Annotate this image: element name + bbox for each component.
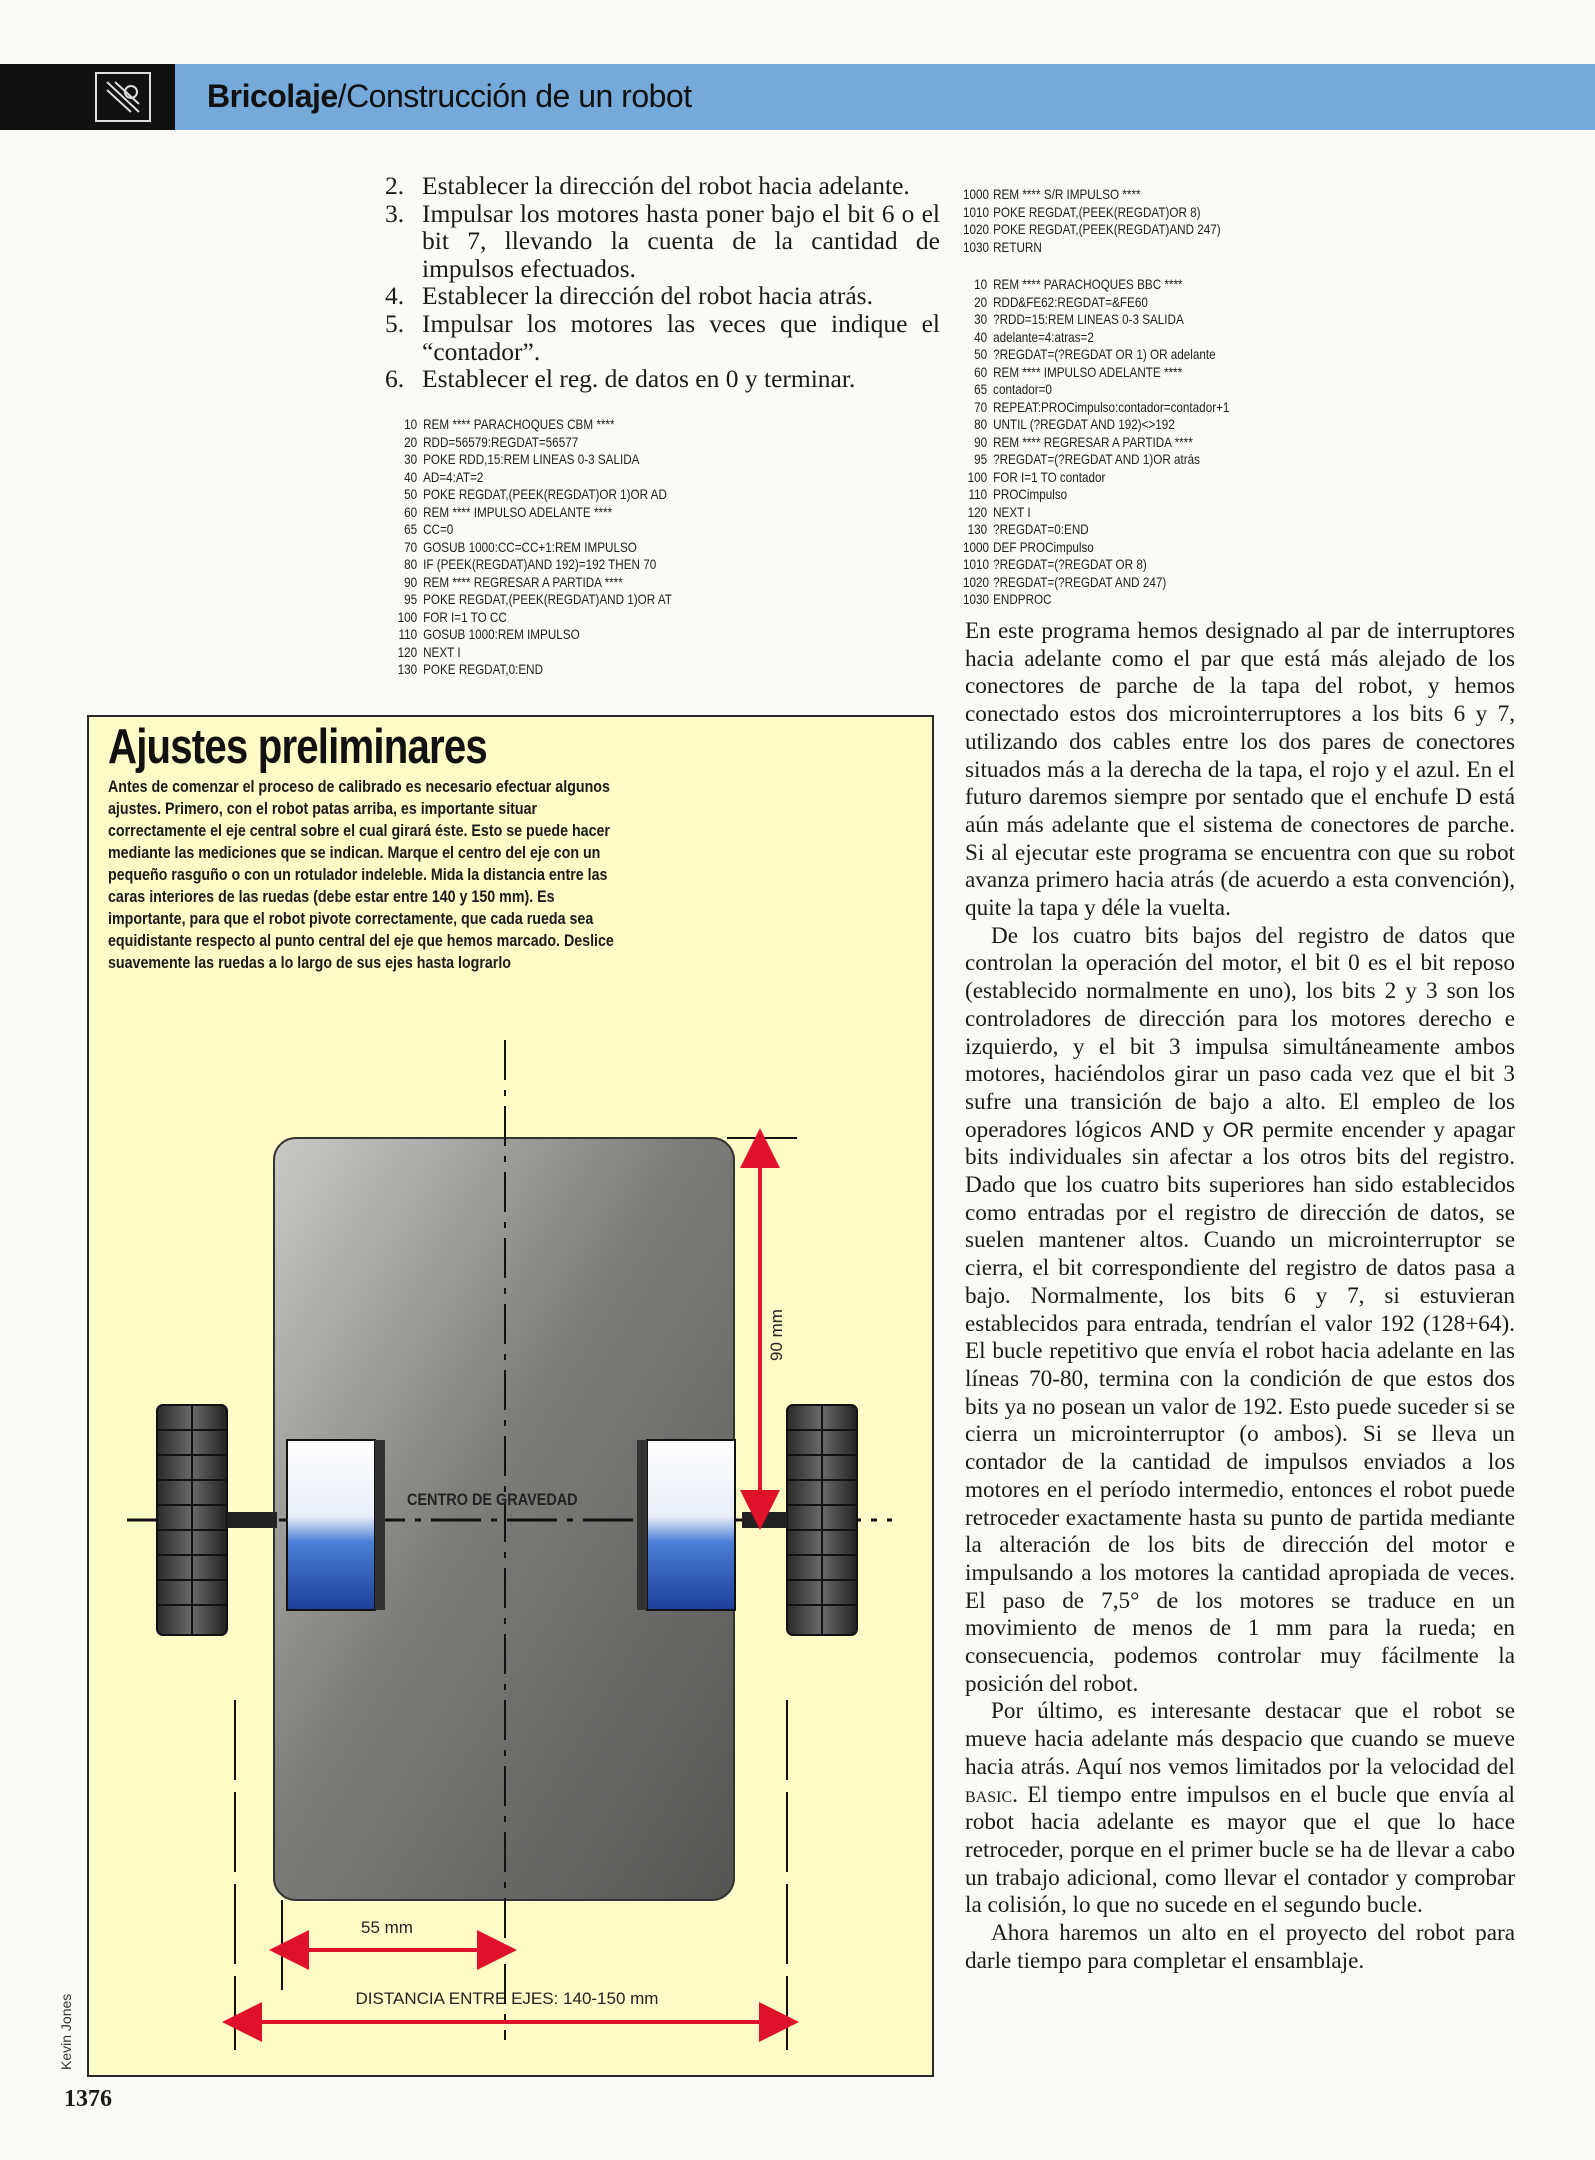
- code-text: POKE REGDAT,(PEEK(REGDAT)AND 247): [993, 222, 1221, 237]
- line-number: 65: [974, 382, 988, 397]
- code-text: REM **** PARACHOQUES BBC ****: [993, 277, 1183, 292]
- code-text: POKE REGDAT,0:END: [423, 662, 544, 677]
- code-text: adelante=4:atras=2: [993, 329, 1094, 345]
- step-text: Establecer la dirección del robot hacia atrás.: [422, 281, 873, 311]
- step-item: [385, 310, 940, 365]
- line-number: 1010: [963, 557, 990, 572]
- code-line: [393, 556, 672, 574]
- dim-90-label: 90 mm: [767, 1309, 786, 1361]
- line-number: 95: [404, 592, 418, 607]
- line-number: 20: [404, 434, 418, 450]
- code-text: ?REGDAT=(?REGDAT OR 8): [993, 557, 1147, 572]
- paragraph: [965, 923, 1515, 1699]
- body-text: [965, 618, 1515, 1975]
- step-number: 5.: [385, 308, 405, 338]
- code-text: contador=0: [993, 382, 1052, 397]
- dim-55-label: 55 mm: [361, 1918, 413, 1937]
- line-number: 110: [968, 487, 988, 502]
- code-line: [963, 434, 1229, 452]
- line-number: 1000: [963, 539, 990, 555]
- code-line: [393, 539, 672, 557]
- code-text: RDD=56579:REGDAT=56577: [423, 434, 579, 450]
- code-line: [963, 469, 1229, 487]
- step-item: [385, 200, 940, 283]
- code-line: [393, 574, 672, 592]
- code-line: [963, 504, 1229, 522]
- step-number: 3.: [385, 198, 405, 228]
- code-text: REM **** PARACHOQUES CBM ****: [423, 417, 615, 432]
- code-text: POKE REGDAT,(PEEK(REGDAT)AND 1)OR AT: [423, 592, 672, 607]
- code-line: [963, 574, 1229, 592]
- left-wheel: [157, 1405, 277, 1635]
- step-number: 2.: [385, 171, 405, 200]
- line-number: 70: [974, 399, 988, 415]
- numbered-steps: [385, 172, 940, 393]
- code-line: [393, 469, 672, 487]
- line-number: 50: [974, 347, 988, 362]
- line-number: 1030: [963, 592, 990, 607]
- code-line: [963, 294, 1229, 312]
- line-number: 20: [974, 294, 988, 310]
- code-line: [963, 364, 1229, 382]
- code-text: IF (PEEK(REGDAT)AND 192)=192 THEN 70: [423, 557, 657, 572]
- code-line: [393, 486, 672, 504]
- code-text: REM **** REGRESAR A PARTIDA ****: [993, 434, 1193, 450]
- line-number: 80: [974, 417, 988, 432]
- code-text: FOR I=1 TO CC: [423, 609, 507, 625]
- paragraph-text: De los cuatro bits bajos del registro de datos que controlan la operación del motor, el bit 0 es el bit reposo (establecido normalmente en uno), los bits 2 y 3 son los controladores de dirección para los motores derecho e izquierdo, y el bit 3 impulsa simultáneamente ambos motores, haciéndolos girar un paso cada vez que el bit 3 sufre una transición de bajo a alto. El empleo de los operadores lógicos: [965, 922, 1515, 1143]
- box-title: Ajustes preliminares: [108, 720, 487, 774]
- line-number: 10: [404, 417, 418, 432]
- paragraph-text: permite encender y apagar bits individuales sin afectar a los otros bits del registro. Dado que los cuatro bits superiores han sido establecidos como entradas por el registro de dirección de datos, se suelen mantener altos. Cuando un microinterruptor se cierra, el bit correspondiente del registro de datos pasa a bajo. Normalmente, los bits 6 y 7, si estuvieran establecidos para entrada, tendrían el valor 192 (128+64). El bucle repetitivo que envía el robot hacia adelante en las líneas 70-80, termina con la condición de que estos dos bits ya no posean un valor de 192. Esto puede suceder si se cierra un microinterruptor (o ambos). Si se lleva un contador de la cantidad de impulsos enviados a los motores en el período intermedio, entonces el robot puede retroceder exactamente hasta su punto de partida mediante la alteración de los bits de dirección del motor e impulsando a los motores la cantidad apropiada de veces. El paso de 7,5° de los motores se traduce en un movimiento de menos de 1 mm para la rueda; en consecuencia, podemos controlar muy fácilmente la posición del robot.: [965, 1116, 1515, 1697]
- code-text: POKE REGDAT,(PEEK(REGDAT)OR 1)OR AD: [423, 487, 667, 502]
- code-text: UNTIL (?REGDAT AND 192)<>192: [993, 417, 1175, 432]
- code-text: RDD&FE62:REGDAT=&FE60: [993, 294, 1148, 310]
- code-text: ?REGDAT=(?REGDAT AND 247): [993, 574, 1167, 590]
- axle-distance-label: DISTANCIA ENTRE EJES: 140-150 mm: [355, 1989, 659, 2008]
- code-line: [963, 346, 1229, 364]
- paragraph: [965, 1698, 1515, 1920]
- code-listing-bbc: [963, 276, 1229, 609]
- code-text: ?REGDAT=(?REGDAT OR 1) OR adelante: [993, 347, 1216, 362]
- code-line: [393, 661, 672, 679]
- line-number: 30: [404, 452, 418, 467]
- step-text: Impulsar los motores hasta poner bajo el bit 6 o el bit 7, llevando la cuenta de la cantidad de impulsos efectuados.: [422, 198, 940, 283]
- paragraph: En este programa hemos designado al par de interruptores hacia adelante como el par que está más alejado de los conectores de parche de la tapa del robot, y hemos conectado estos dos microinterruptores a los bits 6 y 7, utilizando dos cables entre los dos pares de conectores situados más a la derecha de la tapa, el rojo y el azul. En el futuro daremos siempre por sentado que el enchufe D está aún más adelante que el sistema de conectores de parche. Si al ejecutar este programa se encuentra con que su robot avanza primero hacia atrás (de acuerdo a esta convención), quite la tapa y déle la vuelta.: [965, 618, 1515, 922]
- code-line: [963, 556, 1229, 574]
- line-number: 70: [404, 539, 418, 555]
- code-text: REM **** REGRESAR A PARTIDA ****: [423, 574, 623, 590]
- step-item: [385, 282, 940, 310]
- code-text: REPEAT:PROCimpulso:contador=contador+1: [993, 399, 1230, 415]
- paragraph-text: y: [1194, 1116, 1223, 1143]
- line-number: 100: [967, 469, 988, 485]
- code-line: [963, 204, 1221, 222]
- line-number: 1030: [963, 239, 990, 255]
- step-text: Establecer el reg. de datos en 0 y terminar.: [422, 364, 856, 394]
- code-line: [963, 311, 1229, 329]
- or-keyword: OR: [1222, 1118, 1255, 1142]
- code-line: [963, 521, 1229, 539]
- code-listing-cbm: [393, 416, 672, 679]
- line-number: 1020: [963, 574, 990, 590]
- code-text: AD=4:AT=2: [423, 469, 484, 485]
- code-line: [963, 539, 1229, 557]
- code-line: [963, 591, 1229, 609]
- code-line: [963, 381, 1229, 399]
- code-text: GOSUB 1000:REM IMPULSO: [423, 627, 580, 642]
- code-text: POKE REGDAT,(PEEK(REGDAT)OR 8): [993, 204, 1201, 220]
- header-section: Bricolaje: [207, 78, 338, 114]
- basic-keyword: basic: [965, 1781, 1013, 1808]
- code-line: [393, 416, 672, 434]
- code-line: [963, 276, 1229, 294]
- header-title: [207, 76, 692, 116]
- step-number: 6.: [385, 364, 405, 394]
- code-text: CC=0: [423, 522, 454, 537]
- code-text: GOSUB 1000:CC=CC+1:REM IMPULSO: [423, 539, 637, 555]
- step-number: 4.: [385, 281, 405, 311]
- line-number: 80: [404, 557, 418, 572]
- box-text: Antes de comenzar el proceso de calibrado es necesario efectuar algunos ajustes. Primero, con el robot patas arriba, es importante situar correctamente el eje central sobre el cual girará éste. Esto se puede hacer mediante las mediciones que se indican. Marque el centro del eje con un pequeño rasguño o con un rotulador indeleble. Mida la distancia entre las caras interiores de las ruedas (debe estar entre 140 y 150 mm). Es importante, para que el robot pivote correctamente, que cada rueda sea equidistante respecto al punto central del eje que hemos marcado. Deslice suavemente las ruedas a lo largo de sus ejes hasta lograrlo: [108, 778, 614, 972]
- line-number: 120: [397, 644, 418, 660]
- line-number: 100: [397, 609, 418, 625]
- line-number: 1020: [963, 222, 990, 237]
- code-text: DEF PROCimpulso: [993, 539, 1094, 555]
- page-number: 1376: [64, 2086, 112, 2112]
- code-text: REM **** IMPULSO ADELANTE ****: [423, 504, 613, 520]
- step-text: Impulsar los motores las veces que indique el “contador”.: [422, 308, 940, 366]
- photo-credit: Kevin Jones: [58, 1993, 74, 2070]
- line-number: 50: [404, 487, 418, 502]
- code-line: [963, 486, 1229, 504]
- code-line: [963, 186, 1221, 204]
- line-number: 90: [974, 434, 988, 450]
- line-number: 65: [404, 522, 418, 537]
- code-text: ?RDD=15:REM LINEAS 0-3 SALIDA: [993, 312, 1184, 327]
- and-keyword: AND: [1150, 1118, 1195, 1142]
- code-line: [393, 591, 672, 609]
- step-item: [385, 172, 940, 200]
- code-line: [393, 434, 672, 452]
- code-text: NEXT I: [993, 504, 1031, 520]
- line-number: 10: [974, 277, 988, 292]
- line-number: 1000: [963, 187, 990, 202]
- code-text: REM **** IMPULSO ADELANTE ****: [993, 364, 1183, 380]
- line-number: 40: [404, 469, 418, 485]
- left-motor: [287, 1440, 385, 1610]
- section-logo-icon: [95, 72, 151, 122]
- line-number: 60: [974, 364, 988, 380]
- line-number: 130: [397, 662, 418, 677]
- code-listing-subroutine: [963, 186, 1221, 256]
- paragraph: Ahora haremos un alto en el proyecto del robot para darle tiempo para completar el ensamblaje.: [965, 1920, 1515, 1974]
- header-subtitle: Construcción de un robot: [346, 78, 692, 114]
- centre-of-gravity-label: CENTRO DE GRAVEDAD: [407, 1490, 578, 1510]
- code-text: NEXT I: [423, 644, 461, 660]
- paragraph-text: . El tiempo entre impulsos en el bucle que envía al robot hacia adelante es mayor que el que lo hace retroceder, porque en el primer bucle se ha de llevar a cabo un trabajo adicional, como llevar el contador y comprobar la colisión, lo que no sucede en el segundo bucle.: [965, 1781, 1515, 1919]
- code-text: ?REGDAT=(?REGDAT AND 1)OR atrás: [993, 452, 1201, 467]
- header-separator: /: [337, 78, 347, 114]
- paragraph-text: Por último, es interesante destacar que el robot se mueve hacia adelante más despacio que cuando se mueve hacia atrás. Aquí nos vemos limitados por la velocidad del: [965, 1698, 1515, 1780]
- robot-axle-diagram: [87, 1000, 934, 2077]
- code-line: [393, 626, 672, 644]
- code-line: [963, 329, 1229, 347]
- step-text: Establecer la dirección del robot hacia adelante.: [422, 171, 910, 200]
- code-text: PROCimpulso: [993, 487, 1068, 502]
- code-text: FOR I=1 TO contador: [993, 469, 1106, 485]
- code-line: [393, 521, 672, 539]
- line-number: 110: [398, 627, 418, 642]
- code-line: [393, 504, 672, 522]
- code-line: [393, 451, 672, 469]
- line-number: 30: [974, 312, 988, 327]
- code-text: RETURN: [993, 239, 1042, 255]
- code-line: [393, 644, 672, 662]
- line-number: 1010: [963, 204, 990, 220]
- code-line: [393, 609, 672, 627]
- line-number: 90: [404, 574, 418, 590]
- code-text: ?REGDAT=0:END: [993, 522, 1089, 537]
- line-number: 40: [974, 329, 988, 345]
- code-line: [963, 399, 1229, 417]
- code-text: POKE RDD,15:REM LINEAS 0-3 SALIDA: [423, 452, 640, 467]
- code-line: [963, 221, 1221, 239]
- right-motor: [637, 1440, 735, 1610]
- code-text: REM **** S/R IMPULSO ****: [993, 187, 1141, 202]
- line-number: 95: [974, 452, 988, 467]
- step-item: [385, 365, 940, 393]
- line-number: 120: [967, 504, 988, 520]
- line-number: 130: [967, 522, 988, 537]
- line-number: 60: [404, 504, 418, 520]
- code-line: [963, 239, 1221, 257]
- code-line: [963, 451, 1229, 469]
- code-line: [963, 416, 1229, 434]
- code-text: ENDPROC: [993, 592, 1052, 607]
